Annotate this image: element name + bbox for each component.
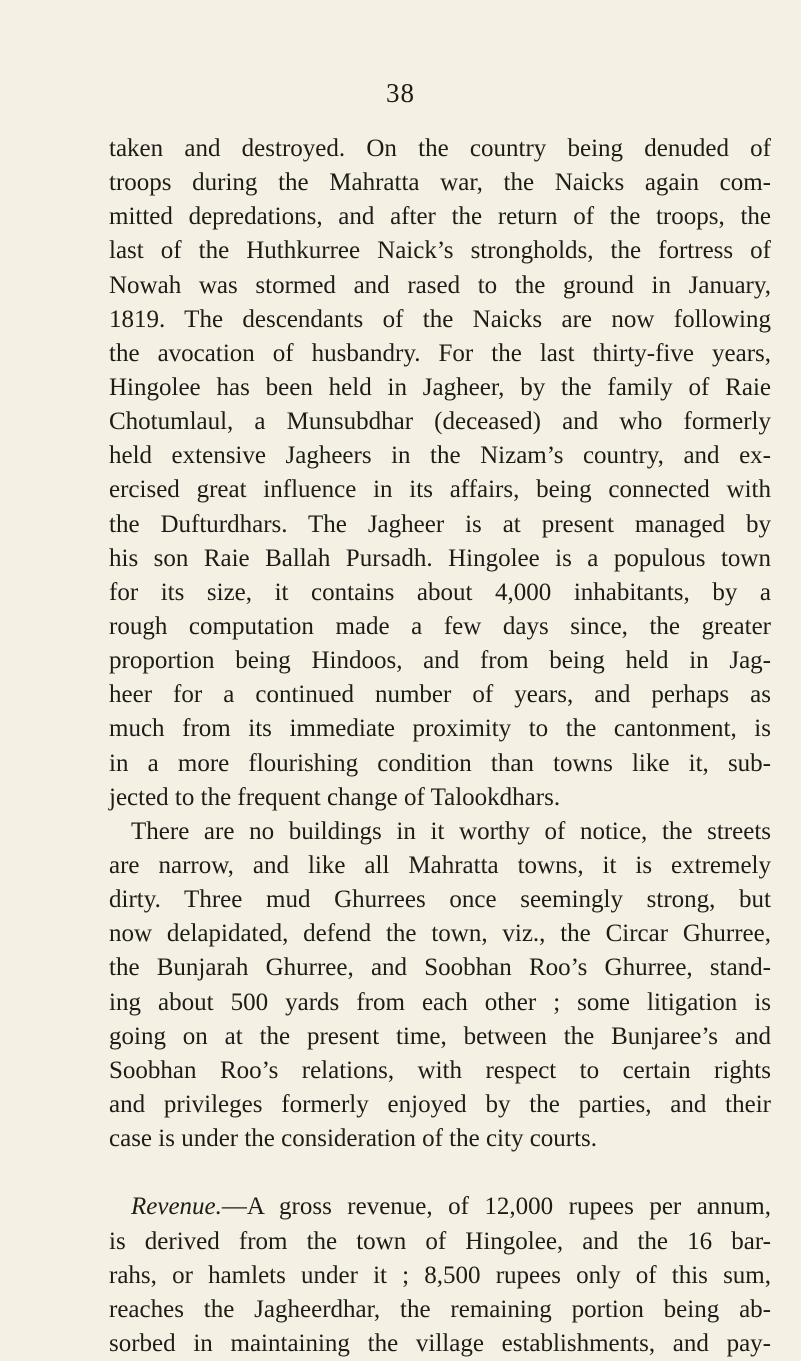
text-line: jected to the frequent change of Talookdhars. [109,783,561,811]
revenue-heading: Revenue. [131,1193,222,1221]
text-line: rough computation made a few days since, the greater [109,612,771,640]
body-text [109,132,771,1361]
text-line: is derived from the town of Hingolee, and the 16 bar- [109,1227,771,1255]
text-line: troops during the Mahratta war, the Naicks again com- [109,169,771,197]
text-line: proportion being Hindoos, and from being held in Jag- [109,647,771,675]
revenue-first-line: —A gross revenue, of 12,000 rupees per annum, [221,1193,771,1221]
text-line: ercised great influence in its affairs, being connected with [109,476,771,504]
text-line: reaches the Jagheerdhar, the remaining portion being ab- [109,1295,771,1323]
text-line: the Bunjarah Ghurree, and Soobhan Roo’s Ghurree, stand- [109,954,771,982]
text-line: case is under the consideration of the city courts. [109,1125,598,1153]
page-number: 38 [386,78,415,108]
paragraph-gap [109,1156,771,1190]
text-line: dirty. Three mud Ghurrees once seemingly strong, but [109,886,771,914]
paragraph-buildings [109,815,771,1156]
text-line: heer for a continued number of years, and perhaps as [109,681,771,709]
text-line: rahs, or hamlets under it ; 8,500 rupees only of this sum, [109,1261,771,1289]
text-line: for its size, it contains about 4,000 inhabitants, by a [109,578,771,606]
paragraph-narrative [109,132,771,815]
text-line: going on at the present time, between the Bunjaree’s and [109,1022,771,1050]
text-line: There are no buildings in it worthy of notice, the streets [131,817,771,845]
text-line: mitted depredations, and after the return of the troops, the [109,203,771,231]
text-line: held extensive Jagheers in the Nizam’s country, and ex- [109,442,771,470]
text-line: much from its immediate proximity to the cantonment, is [109,715,771,743]
text-line: Chotumlaul, a Munsubdhar (deceased) and who formerly [109,408,771,436]
text-line: now delapidated, defend the town, viz., the Circar Ghurree, [109,920,771,948]
text-line: and privileges formerly enjoyed by the parties, and their [109,1090,771,1118]
text-line: are narrow, and like all Mahratta towns, it is extremely [109,851,771,879]
text-line: 1819. The descendants of the Naicks are now following [109,305,771,333]
paragraph-revenue [109,1190,771,1361]
text-line: sorbed in maintaining the village establishments, and pay- [109,1329,771,1357]
text-line: the avocation of husbandry. For the last thirty-five years, [109,339,771,367]
text-line: Hingolee has been held in Jagheer, by the family of Raie [109,373,771,401]
text-line: ing about 500 yards from each other ; some litigation is [109,988,771,1016]
text-line: last of the Huthkurree Naick’s strongholds, the fortress of [109,237,771,265]
text-line: the Dufturdhars. The Jagheer is at present managed by [109,510,771,538]
text-line: Soobhan Roo’s relations, with respect to certain rights [109,1056,771,1084]
text-line: taken and destroyed. On the country being denuded of [109,135,771,162]
text-line: in a more flourishing condition than towns like it, sub- [109,749,771,777]
text-line: Nowah was stormed and rased to the ground in January, [109,271,771,299]
text-line [109,1190,771,1224]
text-line: his son Raie Ballah Pursadh. Hingolee is a populous town [109,544,771,572]
